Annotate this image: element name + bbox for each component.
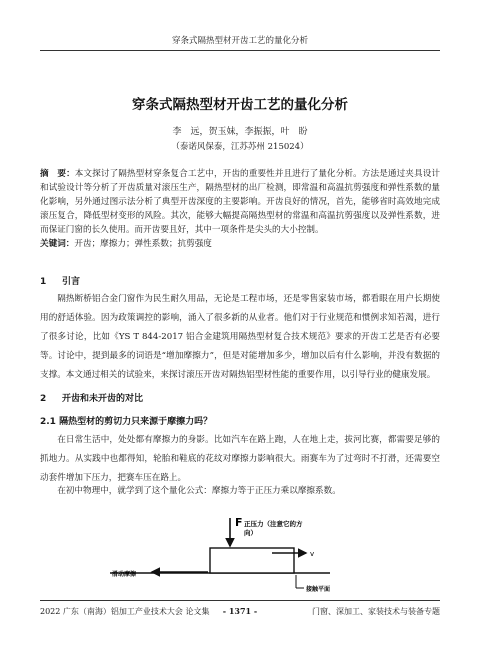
friction-label: 滑动摩擦 [112, 571, 137, 578]
section-2-1-heading: 2.1 隔热型材的剪切力只来源于摩擦力吗？ [40, 417, 213, 427]
block [210, 548, 294, 573]
abstract [40, 167, 440, 237]
header-rule [40, 50, 440, 51]
section-2-title: 开齿和未开齿的对比 [62, 394, 144, 404]
plane-label: 接触平面 [306, 586, 331, 593]
section-1-heading [40, 274, 80, 287]
section-2-heading [40, 391, 143, 404]
keywords-label: 关键词： [40, 239, 75, 249]
running-header: 穿条式隔热型材开齿工艺的量化分析 [171, 36, 308, 46]
force-symbol: F [235, 516, 243, 529]
abstract-label: 摘 要： [40, 169, 75, 179]
section-2-1-paragraph-1: 在日常生活中，处处都有摩擦力的身影。比如汽车在路上跑，人在地上走，拔河比赛，都需要足够的抓地力。从实践中也都得知，轮胎和鞋底的花纹对摩擦力影响很大。雨赛车为了过弯时不打滑，还需要空动套件增加下压力，把赛车压在路上。 [40, 435, 440, 483]
affiliation: （泰诺风保泰，江苏苏州 215024） [171, 142, 309, 152]
section-1-paragraph: 隔热断桥铝合金门窗作为民生耐久用品，无论是工程市场，还是零售家装市场，都看眼在用户长期使用的舒适体验。因为政策调控的影响，涌入了很多新的从业者。他们对于行业规范和惯例求知若渴，进行了很多讨论，比如《YS T 844-2017 铝合金建筑用隔热型材复合技术规范》要求的开齿工艺是否有必要等。讨论中，提到最多的词语是“增加摩擦力”，但是对能增加多少，增加以后有什么影响，并没有数据的支撑。本文通过相关的试验来，来探讨滚压开齿对隔热铝型材性能的重要作用，以引导行业的健康发展。 [40, 294, 440, 380]
footer-topic: 门窗、深加工、家装技术与装备专题 [312, 607, 440, 616]
paper-title: 穿条式隔热型材开齿工艺的量化分析 [132, 97, 348, 113]
footer-rule [40, 600, 440, 601]
abstract-text: 本文探讨了隔热型材穿条复合工艺中，开齿的重要性并且进行了量化分析。方法是通过夹具设计和试验设计等分析了开齿质量对滚压生产，隔热型材的出厂检测，即常温和高温抗剪强度和弹性系数的量化影响，另外通过图示法分析了典型开齿深度的主要影响。开齿良好的情况，首先，能够省时高效地完成滚压复合，降低型材变形的风险。其次，能够大幅提高隔热型材的常温和高温抗剪强度以及弹性系数，进而保证门窗的长久使用。而开齿要且好，其中一项条件是尖头的大小控制。 [40, 169, 440, 235]
section-2-number: 2 [40, 394, 47, 404]
authors: 李 远，贺玉妹，李振振，叶 盼 [172, 127, 308, 137]
keywords-text: 开齿；摩擦力；弹性系数；抗剪强度 [74, 239, 212, 249]
velocity-label: v [310, 550, 315, 558]
keywords [40, 237, 440, 249]
friction-diagram [40, 508, 440, 604]
normal-force-label-line2: 向） [244, 529, 257, 537]
footer-conference: 2022 广东（南海）铝加工产业技术大会 论文集 [40, 607, 210, 616]
section-2-1-paragraph-2: 在初中物理中，就学到了这个量化公式：摩擦力等于正压力乘以摩擦系数。 [57, 486, 341, 496]
page-number: - 1371 - [222, 606, 258, 616]
normal-force-label-line1: 正压力（注意它的方 [244, 520, 303, 528]
section-1-title: 引言 [62, 277, 81, 287]
section-1-number: 1 [40, 277, 47, 287]
